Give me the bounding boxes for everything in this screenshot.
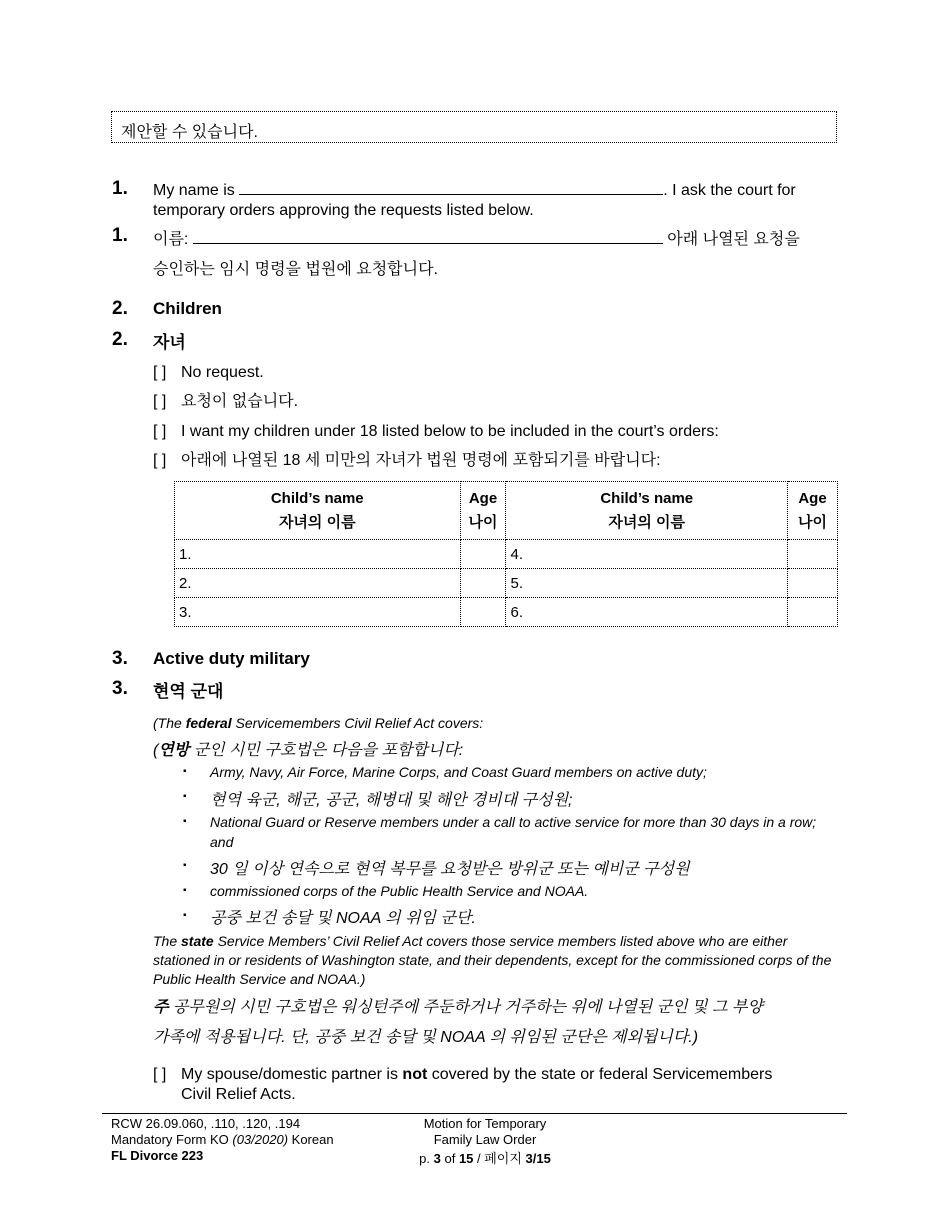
section-1-number: 1. (112, 178, 128, 199)
checkbox-bracket[interactable]: [ ] (153, 393, 167, 410)
footer-left (111, 1116, 334, 1164)
child-name-cell[interactable]: 1. (175, 540, 461, 569)
header-en: Age (798, 489, 827, 507)
federal-intro-post: Servicemembers Civil Relief Act covers: (231, 715, 484, 731)
section-1-kr-line2: 승인하는 임시 명령을 법원에 요청합니다. (153, 261, 438, 278)
spouse-bold: not (402, 1066, 428, 1083)
page-total: 15 (458, 1151, 474, 1166)
federal-intro-kr-pre: ( (153, 742, 159, 759)
footer-title-line1: Motion for Temporary (423, 1116, 547, 1131)
state-act-kr (153, 993, 763, 1053)
name-suffix-en: . I ask the court for (663, 182, 796, 199)
age-cell[interactable] (460, 569, 506, 598)
footer-divider (102, 1113, 847, 1114)
spouse-not-covered-checkbox[interactable] (153, 1065, 772, 1105)
age-cell[interactable] (788, 598, 838, 627)
top-box-text: 제안할 수 있습니다. (121, 124, 258, 141)
state-line1: Service Members’ Civil Relief Act covers those service members listed above who are either (213, 933, 788, 949)
bullet-icon: ▪ (183, 816, 187, 827)
include-children-checkbox-en[interactable] (153, 423, 719, 441)
page-p: p. (419, 1151, 434, 1166)
name-input-line-en[interactable] (239, 180, 663, 195)
section-1-en-line1 (153, 180, 796, 200)
section-3-title-kr: 현역 군대 (153, 682, 224, 701)
children-table-header (175, 482, 838, 540)
child-name-cell[interactable]: 4. (506, 540, 788, 569)
top-continuation-box (111, 111, 837, 143)
bullet-icon: ▪ (183, 791, 187, 802)
header-en: Child’s name (270, 489, 364, 507)
footer-center (385, 1116, 585, 1167)
bullet-text: National Guard or Reserve members under a call to active service for more than 30 days in a row; (210, 814, 817, 830)
page-sep: / 페이지 (473, 1151, 526, 1166)
name-input-line-kr[interactable] (193, 229, 663, 244)
state-line2: stationed in or residents of Washington state, and their dependents, except for the commissioned corps of the (153, 952, 832, 968)
name-label-kr: 이름: (153, 231, 189, 248)
state-line3: Public Health Service and NOAA.) (153, 971, 366, 987)
age-cell[interactable] (460, 540, 506, 569)
state-kr-bold: 주 (153, 999, 169, 1016)
table-row (175, 540, 838, 569)
state-kr-line2: 가족에 적용됩니다. 단, 공중 보건 송달 및 NOAA 의 위임된 군단은 제외됩니다.) (153, 1029, 699, 1046)
page-num: 3 (433, 1151, 441, 1166)
age-header (788, 482, 838, 540)
child-name-cell[interactable]: 6. (506, 598, 788, 627)
no-request-checkbox-kr[interactable] (153, 388, 298, 411)
child-name-cell[interactable]: 2. (175, 569, 461, 598)
federal-intro-bold: federal (185, 715, 232, 731)
bullet-icon: ▪ (183, 860, 187, 871)
federal-intro-kr-post: 군인 시민 구호법은 다음을 포함합니다: (189, 742, 464, 759)
state-bold: state (181, 933, 214, 949)
header-en: Child’s name (600, 489, 694, 507)
spouse-line2: Civil Relief Acts. (181, 1086, 296, 1103)
mandatory-pre: Mandatory Form KO (111, 1132, 233, 1147)
section-2-kr-number: 2. (112, 329, 128, 350)
header-kr: 나이 (798, 513, 827, 531)
age-cell[interactable] (788, 540, 838, 569)
include-children-checkbox-kr[interactable] (153, 447, 661, 470)
no-request-label-kr: 요청이 없습니다. (181, 393, 299, 410)
checkbox-bracket[interactable]: [ ] (153, 423, 167, 440)
child-name-header (175, 482, 461, 540)
child-name-cell[interactable]: 3. (175, 598, 461, 627)
section-2-number: 2. (112, 298, 128, 319)
bullet-text: 30 일 이상 연속으로 현역 복무를 요청받은 방위군 또는 예비군 구성원 (210, 861, 690, 878)
header-kr: 자녀의 이름 (608, 513, 686, 531)
checkbox-bracket[interactable]: [ ] (153, 364, 167, 381)
section-3-title-en: Active duty military (153, 649, 310, 668)
name-label-en: My name is (153, 182, 235, 199)
table-row (175, 598, 838, 627)
section-3-kr-number: 3. (112, 678, 128, 699)
bullet-icon: ▪ (183, 910, 187, 921)
table-row (175, 569, 838, 598)
state-pre: The (153, 933, 182, 949)
bullet-text: 공중 보건 송달 및 NOAA 의 위임 군단. (210, 910, 476, 927)
header-kr: 자녀의 이름 (278, 513, 356, 531)
state-kr-line1: 공무원의 시민 구호법은 워싱턴주에 주둔하거나 거주하는 위에 나열된 군인 및 그 부양 (168, 999, 763, 1016)
footer-title-line2: Family Law Order (433, 1132, 537, 1147)
children-table (174, 481, 838, 627)
footer-mandatory (111, 1132, 334, 1148)
spouse-pre: My spouse/domestic partner is (181, 1066, 403, 1083)
child-name-header (506, 482, 788, 540)
checkbox-bracket[interactable]: [ ] (153, 1066, 167, 1083)
section-2-title-en: Children (153, 299, 222, 318)
bullet-icon: ▪ (183, 766, 187, 777)
section-1-en-line2: temporary orders approving the requests listed below. (153, 202, 534, 219)
page-of: of (440, 1151, 459, 1166)
bullet-icon: ▪ (183, 885, 187, 896)
mandatory-date: (03/2020) (232, 1132, 289, 1147)
section-1-kr-line1 (153, 226, 800, 249)
spouse-post: covered by the state or federal Servicemembers (427, 1066, 773, 1083)
footer-form-id: FL Divorce 223 (111, 1148, 204, 1163)
bullet-text: commissioned corps of the Public Health Service and NOAA. (210, 883, 589, 899)
header-en: Age (468, 489, 498, 507)
section-2-title-kr: 자녀 (153, 333, 186, 352)
mandatory-post: Korean (288, 1132, 334, 1147)
bullet-text-continued: and (210, 834, 234, 850)
include-children-label-en: I want my children under 18 listed below to be included in the court’s orders: (181, 423, 719, 440)
federal-intro-kr (153, 737, 463, 760)
state-act-en (153, 932, 843, 989)
section-3-number: 3. (112, 648, 128, 669)
federal-intro-en (153, 715, 483, 731)
no-request-checkbox-en[interactable] (153, 364, 264, 382)
header-kr: 나이 (468, 513, 498, 531)
bullet-text: Army, Navy, Air Force, Marine Corps, and Coast Guard members on active duty; (210, 764, 707, 780)
child-name-cell[interactable]: 5. (506, 569, 788, 598)
federal-intro-kr-bold: 연방 (158, 742, 190, 759)
federal-intro-pre: (The (153, 715, 186, 731)
age-header (460, 482, 506, 540)
footer-rcw: RCW 26.09.060, .110, .120, .194 (111, 1116, 301, 1131)
age-cell[interactable] (788, 569, 838, 598)
page-kr: 3/15 (525, 1151, 551, 1166)
name-suffix-kr: 아래 나열된 요청을 (667, 231, 800, 248)
section-1-kr-number: 1. (112, 225, 128, 246)
bullet-text: 현역 육군, 해군, 공군, 해병대 및 해안 경비대 구성원; (210, 792, 573, 809)
checkbox-bracket[interactable]: [ ] (153, 452, 167, 469)
footer-page-number (385, 1151, 585, 1167)
include-children-label-kr: 아래에 나열된 18 세 미만의 자녀가 법원 명령에 포함되기를 바랍니다: (181, 452, 661, 469)
no-request-label-en: No request. (181, 364, 264, 381)
age-cell[interactable] (460, 598, 506, 627)
